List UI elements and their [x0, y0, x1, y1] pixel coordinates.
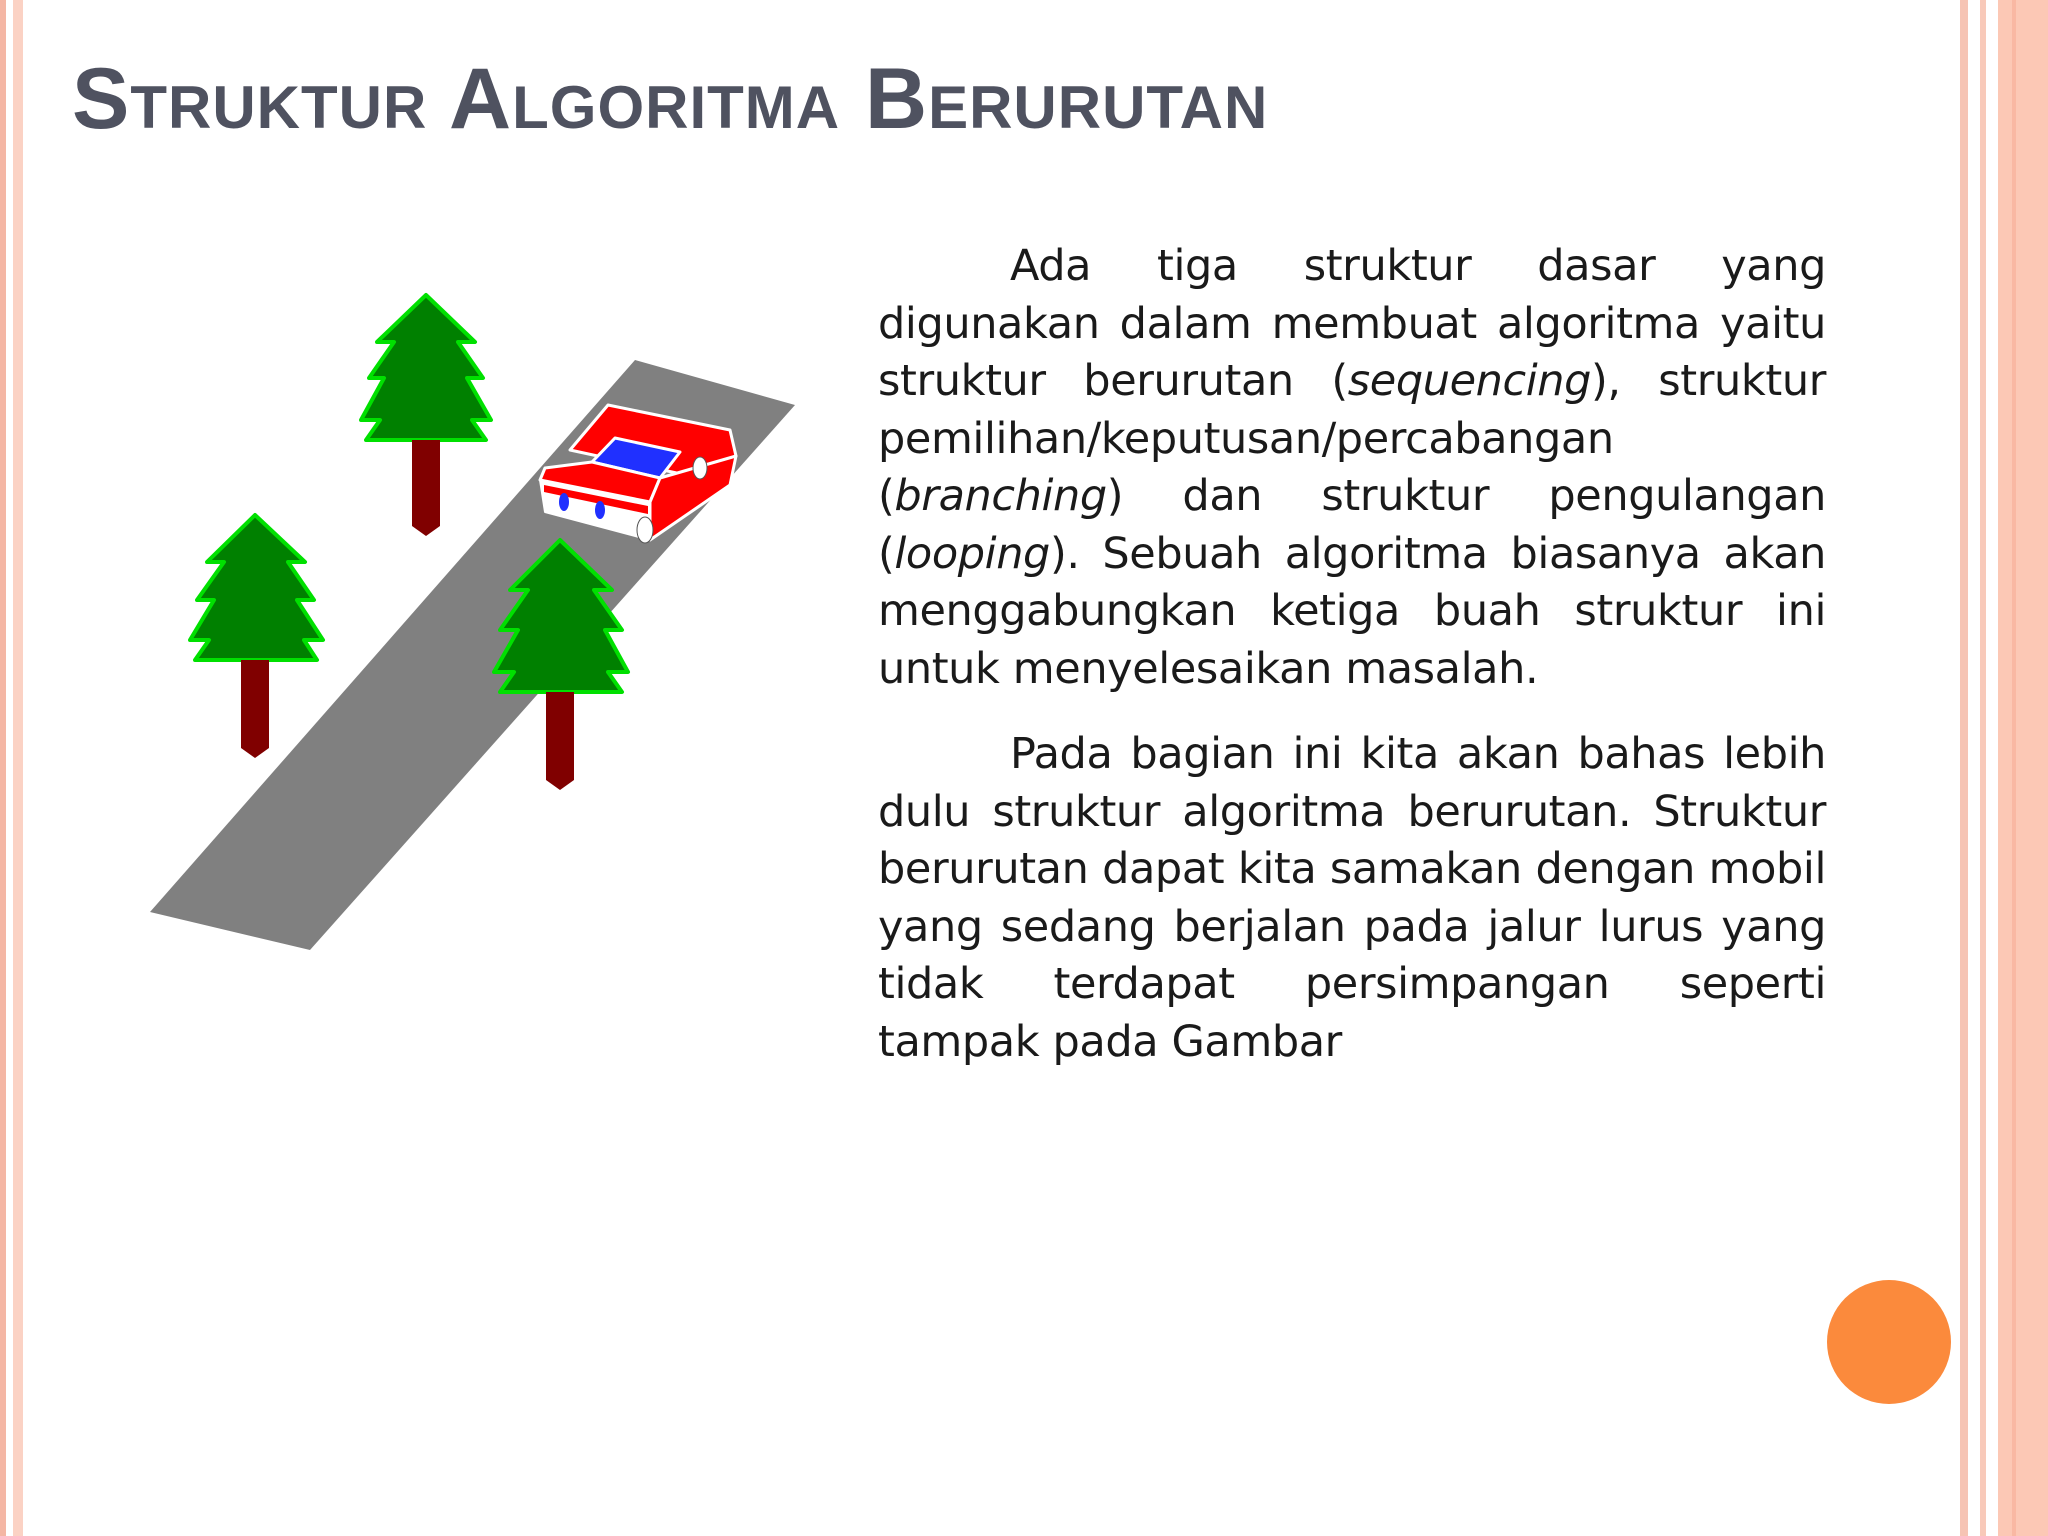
text-segment: ), struktur pemilihan/keputusan/percabangan (	[878, 356, 1826, 521]
text-segment: Ada tiga struktur dasar yang digunakan dalam membuat algoritma yaitu struktur berurutan (	[878, 241, 1826, 406]
slide-title: Struktur Algoritma Berurutan	[72, 51, 1269, 147]
right-border-band	[1998, 0, 2048, 1536]
right-border-gap	[1968, 0, 1980, 1536]
left-border-stripe-inner	[13, 0, 23, 1536]
term-looping: looping	[894, 528, 1050, 579]
paragraph-structures	[878, 238, 1826, 698]
paragraph-sequential: Pada bagian ini kita akan bahas lebih dulu struktur algoritma berurutan. Struktur berurutan dapat kita samakan dengan mobil yang sedang berjalan pada jalur lurus yang tidak terdapat persimpangan seperti tampak pada Gambar	[878, 729, 1826, 1067]
text-segment: ). Sebuah algoritma biasanya akan menggabungkan ketiga buah struktur ini untuk menyelesaikan masalah.	[878, 528, 1826, 694]
right-border-stripe	[1960, 0, 1968, 1536]
accent-circle	[1827, 1280, 1951, 1404]
body-text	[878, 238, 1826, 1099]
right-border-gap-2	[1986, 0, 1998, 1536]
tree-icon	[190, 515, 323, 758]
term-branching: branching	[894, 471, 1107, 521]
right-border-band-line	[2012, 0, 2016, 1536]
road-car-illustration	[140, 280, 820, 980]
tree-icon	[361, 283, 492, 536]
text-segment: ) dan struktur pengulangan (	[878, 471, 1826, 579]
term-sequencing: sequencing	[1347, 356, 1592, 406]
left-border-gap	[6, 0, 13, 1536]
